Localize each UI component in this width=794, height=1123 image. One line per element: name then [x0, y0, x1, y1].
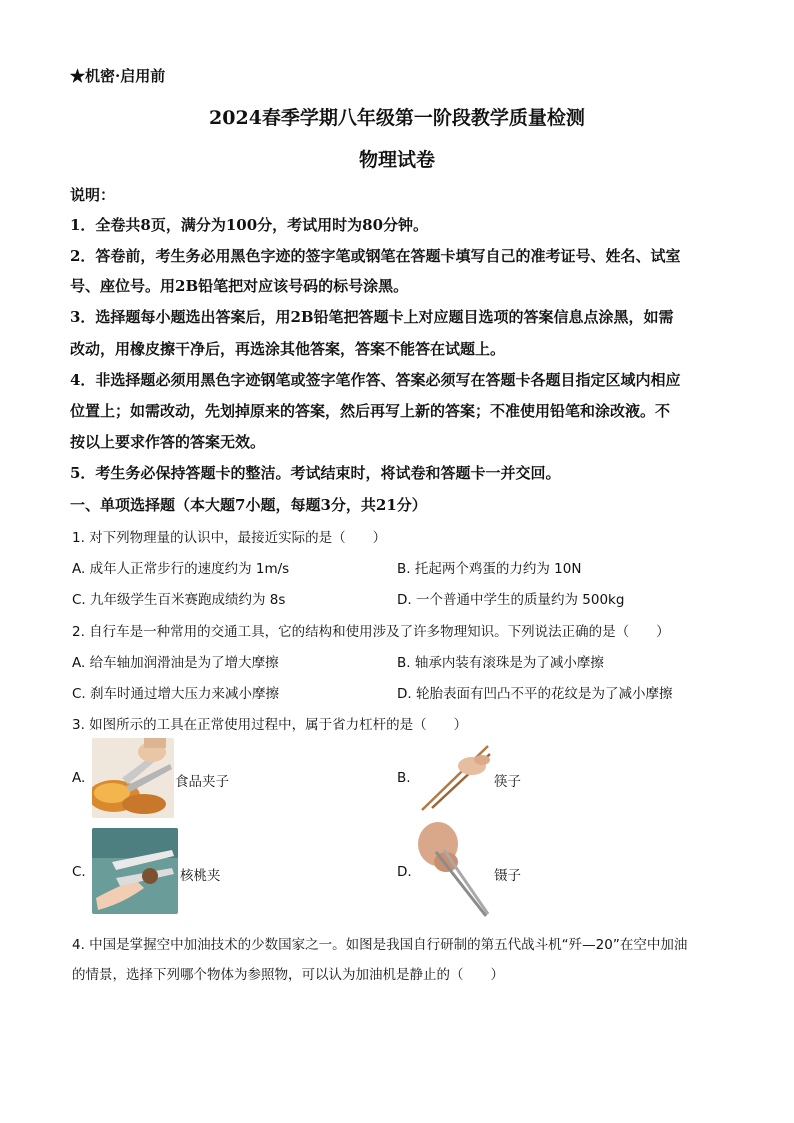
q3-option-a-label: 食品夹子 — [175, 774, 229, 790]
q3-stem: 3. 如图所示的工具在正常使用过程中，属于省力杠杆的是（ ） — [72, 717, 468, 733]
q1-stem: 1. 对下列物理量的认识中，最接近实际的是（ ） — [72, 530, 387, 546]
instruction-line: 5．考生务必保持答题卡的整洁。考试结束时，将试卷和答题卡一并交回。 — [70, 464, 561, 482]
q3-option-c-letter: C. — [72, 864, 86, 880]
tweezers-image — [416, 822, 492, 920]
q2-option-b: B. 轴承内装有滚珠是为了减小摩擦 — [397, 655, 604, 671]
q1-option-b: B. 托起两个鸡蛋的力约为 10N — [397, 561, 582, 577]
q1-option-d: D. 一个普通中学生的质量约为 500kg — [397, 592, 625, 608]
q3-option-d-label: 镊子 — [494, 868, 521, 884]
nutcracker-image — [92, 828, 178, 914]
q3-option-d-letter: D. — [397, 864, 412, 880]
instruction-line: 位置上；如需改动，先划掉原来的答案，然后再写上新的答案；不准使用铅笔和涂改液。不 — [70, 402, 671, 420]
q2-stem: 2. 自行车是一种常用的交通工具，它的结构和使用涉及了许多物理知识。下列说法正确的是（ ） — [72, 624, 670, 640]
instruction-line: 按以上要求作答的答案无效。 — [70, 433, 266, 451]
q1-option-a: A. 成年人正常步行的速度约为 1m/s — [72, 561, 290, 577]
instructions-label: 说明： — [70, 186, 116, 204]
section-heading: 一、单项选择题（本大题7小题，每题3分，共21分） — [70, 496, 427, 514]
q2-option-a: A. 给车轴加润滑油是为了增大摩擦 — [72, 655, 279, 671]
instruction-line: 1．全卷共8页，满分为100分，考试用时为80分钟。 — [70, 216, 429, 234]
instruction-line: 2．答卷前，考生务必用黑色字迹的签字笔或钢笔在答题卡填写自己的准考证号、姓名、试室 — [70, 247, 681, 265]
q4-stem-line1: 4. 中国是掌握空中加油技术的少数国家之一。如图是我国自行研制的第五代战斗机“歼—20”在空中加油 — [72, 937, 688, 953]
q2-option-c: C. 刹车时通过增大压力来减小摩擦 — [72, 686, 280, 702]
instruction-line: 4．非选择题必须用黑色字迹钢笔或签字笔作答、答案必须写在答题卡各题目指定区域内相应 — [70, 371, 681, 389]
q1-option-c: C. 九年级学生百米赛跑成绩约为 8s — [72, 592, 286, 608]
exam-title: 2024春季学期八年级第一阶段教学质量检测 — [209, 107, 585, 129]
q2-option-d: D. 轮胎表面有凹凸不平的花纹是为了减小摩擦 — [397, 686, 673, 702]
secret-label: ★机密·启用前 — [70, 67, 166, 85]
q3-option-a-letter: A. — [72, 770, 86, 786]
instruction-line: 号、座位号。用2B铅笔把对应该号码的标号涂黑。 — [70, 277, 409, 295]
q4-stem-line2: 的情景，选择下列哪个物体为参照物，可以认为加油机是静止的（ ） — [72, 967, 504, 983]
food-tongs-image — [92, 738, 174, 818]
q3-option-c-label: 核桃夹 — [180, 868, 221, 884]
exam-subtitle: 物理试卷 — [358, 149, 435, 171]
q3-option-b-letter: B. — [397, 770, 411, 786]
q3-option-b-label: 筷子 — [494, 774, 521, 790]
instruction-line: 改动，用橡皮擦干净后，再选涂其他答案，答案不能答在试题上。 — [70, 340, 506, 358]
chopsticks-image — [418, 742, 492, 814]
instruction-line: 3．选择题每小题选出答案后，用2B铅笔把答题卡上对应题目选项的答案信息点涂黑，如需 — [70, 308, 674, 326]
